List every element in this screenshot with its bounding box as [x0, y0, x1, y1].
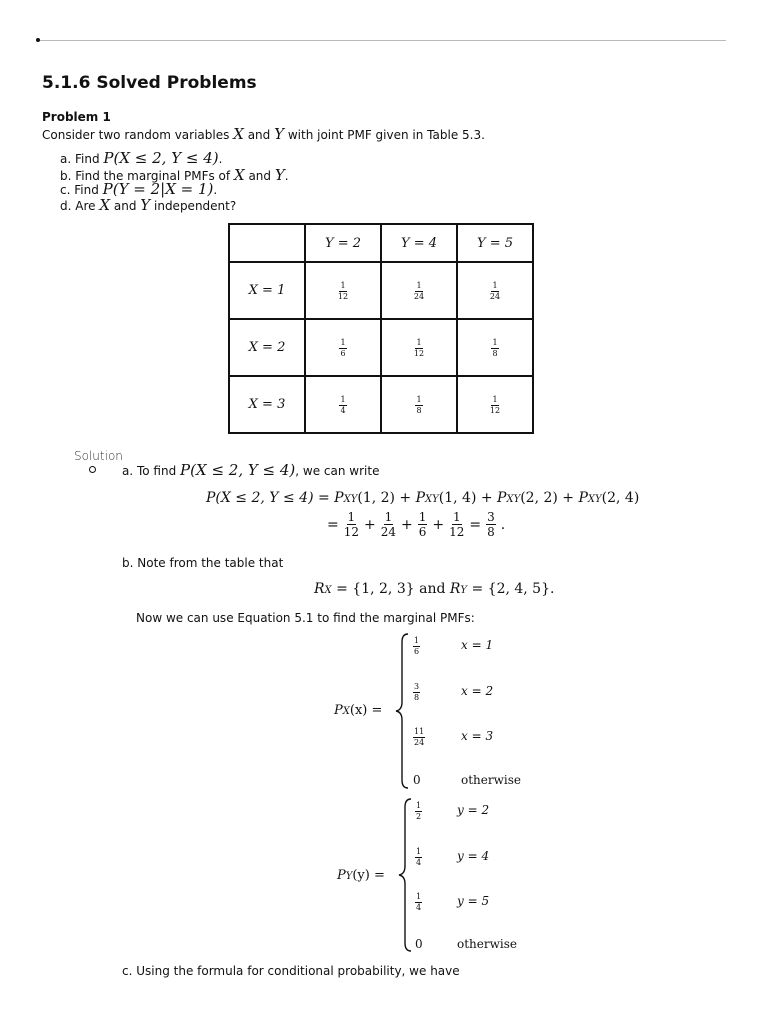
var-y: Y: [274, 125, 285, 143]
py-label: PY(y) =: [337, 868, 385, 883]
eq2-fraction: $\frac{1}{12}$: [343, 510, 360, 539]
pmf-cell: $\frac{1}{12}$: [305, 262, 381, 319]
pmf-cell: $\frac{1}{24}$: [457, 262, 533, 319]
px-case-value: $\frac{3}{8}$: [414, 682, 420, 702]
table-header-row: [229, 224, 533, 262]
px-case-otherwise: otherwise: [461, 773, 521, 787]
pmf-cell: $\frac{1}{24}$: [381, 262, 457, 319]
intro-text-a: Consider two random variables: [42, 128, 230, 142]
rx-sub: X: [324, 585, 332, 596]
py-brace: [397, 797, 417, 953]
problem-title: Problem 1: [42, 110, 111, 124]
bullet-dot: [36, 38, 40, 42]
ry-set: = {2, 4, 5}.: [467, 581, 555, 597]
eq2-fraction: $\frac{1}{12}$: [449, 510, 465, 539]
py-case-value: $\frac{1}{2}$: [416, 801, 422, 821]
marginal-text: Now we can use Equation 5.1 to find the marginal PMFs:: [136, 611, 475, 625]
pmf-cell: $\frac{1}{8}$: [381, 376, 457, 433]
item-d-suffix: independent?: [154, 199, 237, 213]
py-case-zero: 0: [415, 937, 423, 951]
col-header: Y = 4: [381, 224, 457, 262]
eq1-term: PXY(1, 2) +: [334, 490, 416, 506]
item-d-x: X: [99, 196, 111, 214]
eq1-term: PXY(2, 4): [578, 490, 640, 506]
col-header: Y = 5: [457, 224, 533, 262]
eq2-fraction: $\frac{1}{6}$: [418, 510, 427, 539]
item-a-math: P(X ≤ 2, Y ≤ 4): [103, 149, 219, 167]
rx-symbol: R: [314, 581, 325, 597]
problem-intro: [42, 125, 485, 143]
eq2-result: $\frac{3}{8}$: [487, 510, 495, 539]
item-c-suffix: .: [213, 183, 218, 197]
solution-b-text: b. Note from the table that: [122, 556, 284, 570]
row-header: X = 3: [229, 376, 305, 433]
py-case-otherwise: otherwise: [457, 937, 517, 951]
pmf-cell: $\frac{1}{12}$: [457, 376, 533, 433]
item-c-prefix: c. Find: [60, 183, 99, 197]
px-brace: [394, 632, 414, 790]
py-case-cond: y = 4: [457, 849, 490, 863]
item-b-y: Y: [274, 166, 285, 184]
eq2-equals: =: [327, 516, 339, 533]
solution-a-text2: , we can write: [295, 464, 380, 478]
item-b-x: X: [233, 166, 245, 184]
equation-1: [206, 490, 639, 506]
py-case-cond: y = 2: [457, 803, 490, 817]
var-x: X: [233, 125, 244, 143]
eq2-equals: =: [469, 516, 482, 533]
solution-a-math: P(X ≤ 2, Y ≤ 4): [180, 461, 296, 479]
px-case-cond: x = 3: [461, 729, 494, 743]
col-header: Y = 2: [305, 224, 381, 262]
py-case-cond: y = 5: [457, 894, 490, 908]
eq1-lhs: P(X ≤ 2, Y ≤ 4) =: [206, 490, 335, 506]
eq1-term: PXY(2, 2) +: [497, 490, 579, 506]
item-a: [60, 149, 222, 167]
intro-text-c: with joint PMF given in Table 5.3.: [287, 128, 485, 142]
px-case-zero: 0: [413, 773, 421, 787]
joint-pmf-table: [228, 223, 534, 434]
ry-sub: Y: [460, 585, 468, 596]
eq2-plus: +: [364, 516, 376, 533]
solution-heading: Solution: [74, 449, 123, 463]
item-b-suffix: .: [284, 169, 289, 183]
eq2-fraction: $\frac{1}{24}$: [380, 510, 397, 539]
rx-set: = {1, 2, 3}: [331, 581, 420, 597]
table-row: [229, 376, 533, 433]
row-header: X = 2: [229, 319, 305, 376]
item-a-prefix: a. Find: [60, 152, 100, 166]
eq1-term: PXY(1, 4) +: [415, 490, 498, 506]
eq2-plus: +: [401, 516, 413, 533]
px-label: PX(x) =: [334, 703, 383, 718]
item-b-prefix: b. Find the marginal PMFs of: [60, 169, 231, 183]
section-title: 5.1.6 Solved Problems: [42, 73, 257, 93]
circle-bullet: [89, 466, 96, 473]
top-divider: [40, 40, 726, 41]
px-case-cond: x = 2: [461, 684, 494, 698]
equation-2: [327, 511, 505, 538]
pmf-cell: $\frac{1}{4}$: [305, 376, 381, 433]
ry-symbol: R: [445, 581, 461, 597]
table-corner-cell: [229, 224, 305, 262]
pmf-cell: $\frac{1}{8}$: [457, 319, 533, 376]
table-row: [229, 262, 533, 319]
px-case-value: $\frac{1}{6}$: [414, 636, 420, 656]
eq2-period: .: [500, 516, 506, 533]
item-d-y: Y: [140, 196, 151, 214]
solution-a-text: a. To find: [122, 464, 177, 478]
table-row: [229, 319, 533, 376]
pmf-cell: $\frac{1}{6}$: [305, 319, 381, 376]
pmf-cell: $\frac{1}{12}$: [381, 319, 457, 376]
and-word: and: [419, 581, 446, 597]
item-a-suffix: .: [218, 152, 223, 166]
solution-c-text: c. Using the formula for conditional probability, we have: [122, 964, 460, 978]
solution-a-line: [122, 461, 379, 479]
item-c-math: P(Y = 2|X = 1): [102, 180, 214, 198]
row-header: X = 1: [229, 262, 305, 319]
item-d: [60, 196, 236, 214]
py-case-value: $\frac{1}{4}$: [416, 847, 422, 867]
item-d-and: and: [113, 199, 137, 213]
item-d-prefix: d. Are: [60, 199, 96, 213]
range-equation: [314, 581, 554, 597]
intro-text-b: and: [247, 128, 271, 142]
px-case-value: $\frac{11}{24}$: [414, 727, 425, 747]
py-case-value: $\frac{1}{4}$: [416, 892, 422, 912]
eq2-plus: +: [432, 516, 445, 533]
item-b-and: and: [248, 169, 272, 183]
px-case-cond: x = 1: [461, 638, 494, 652]
